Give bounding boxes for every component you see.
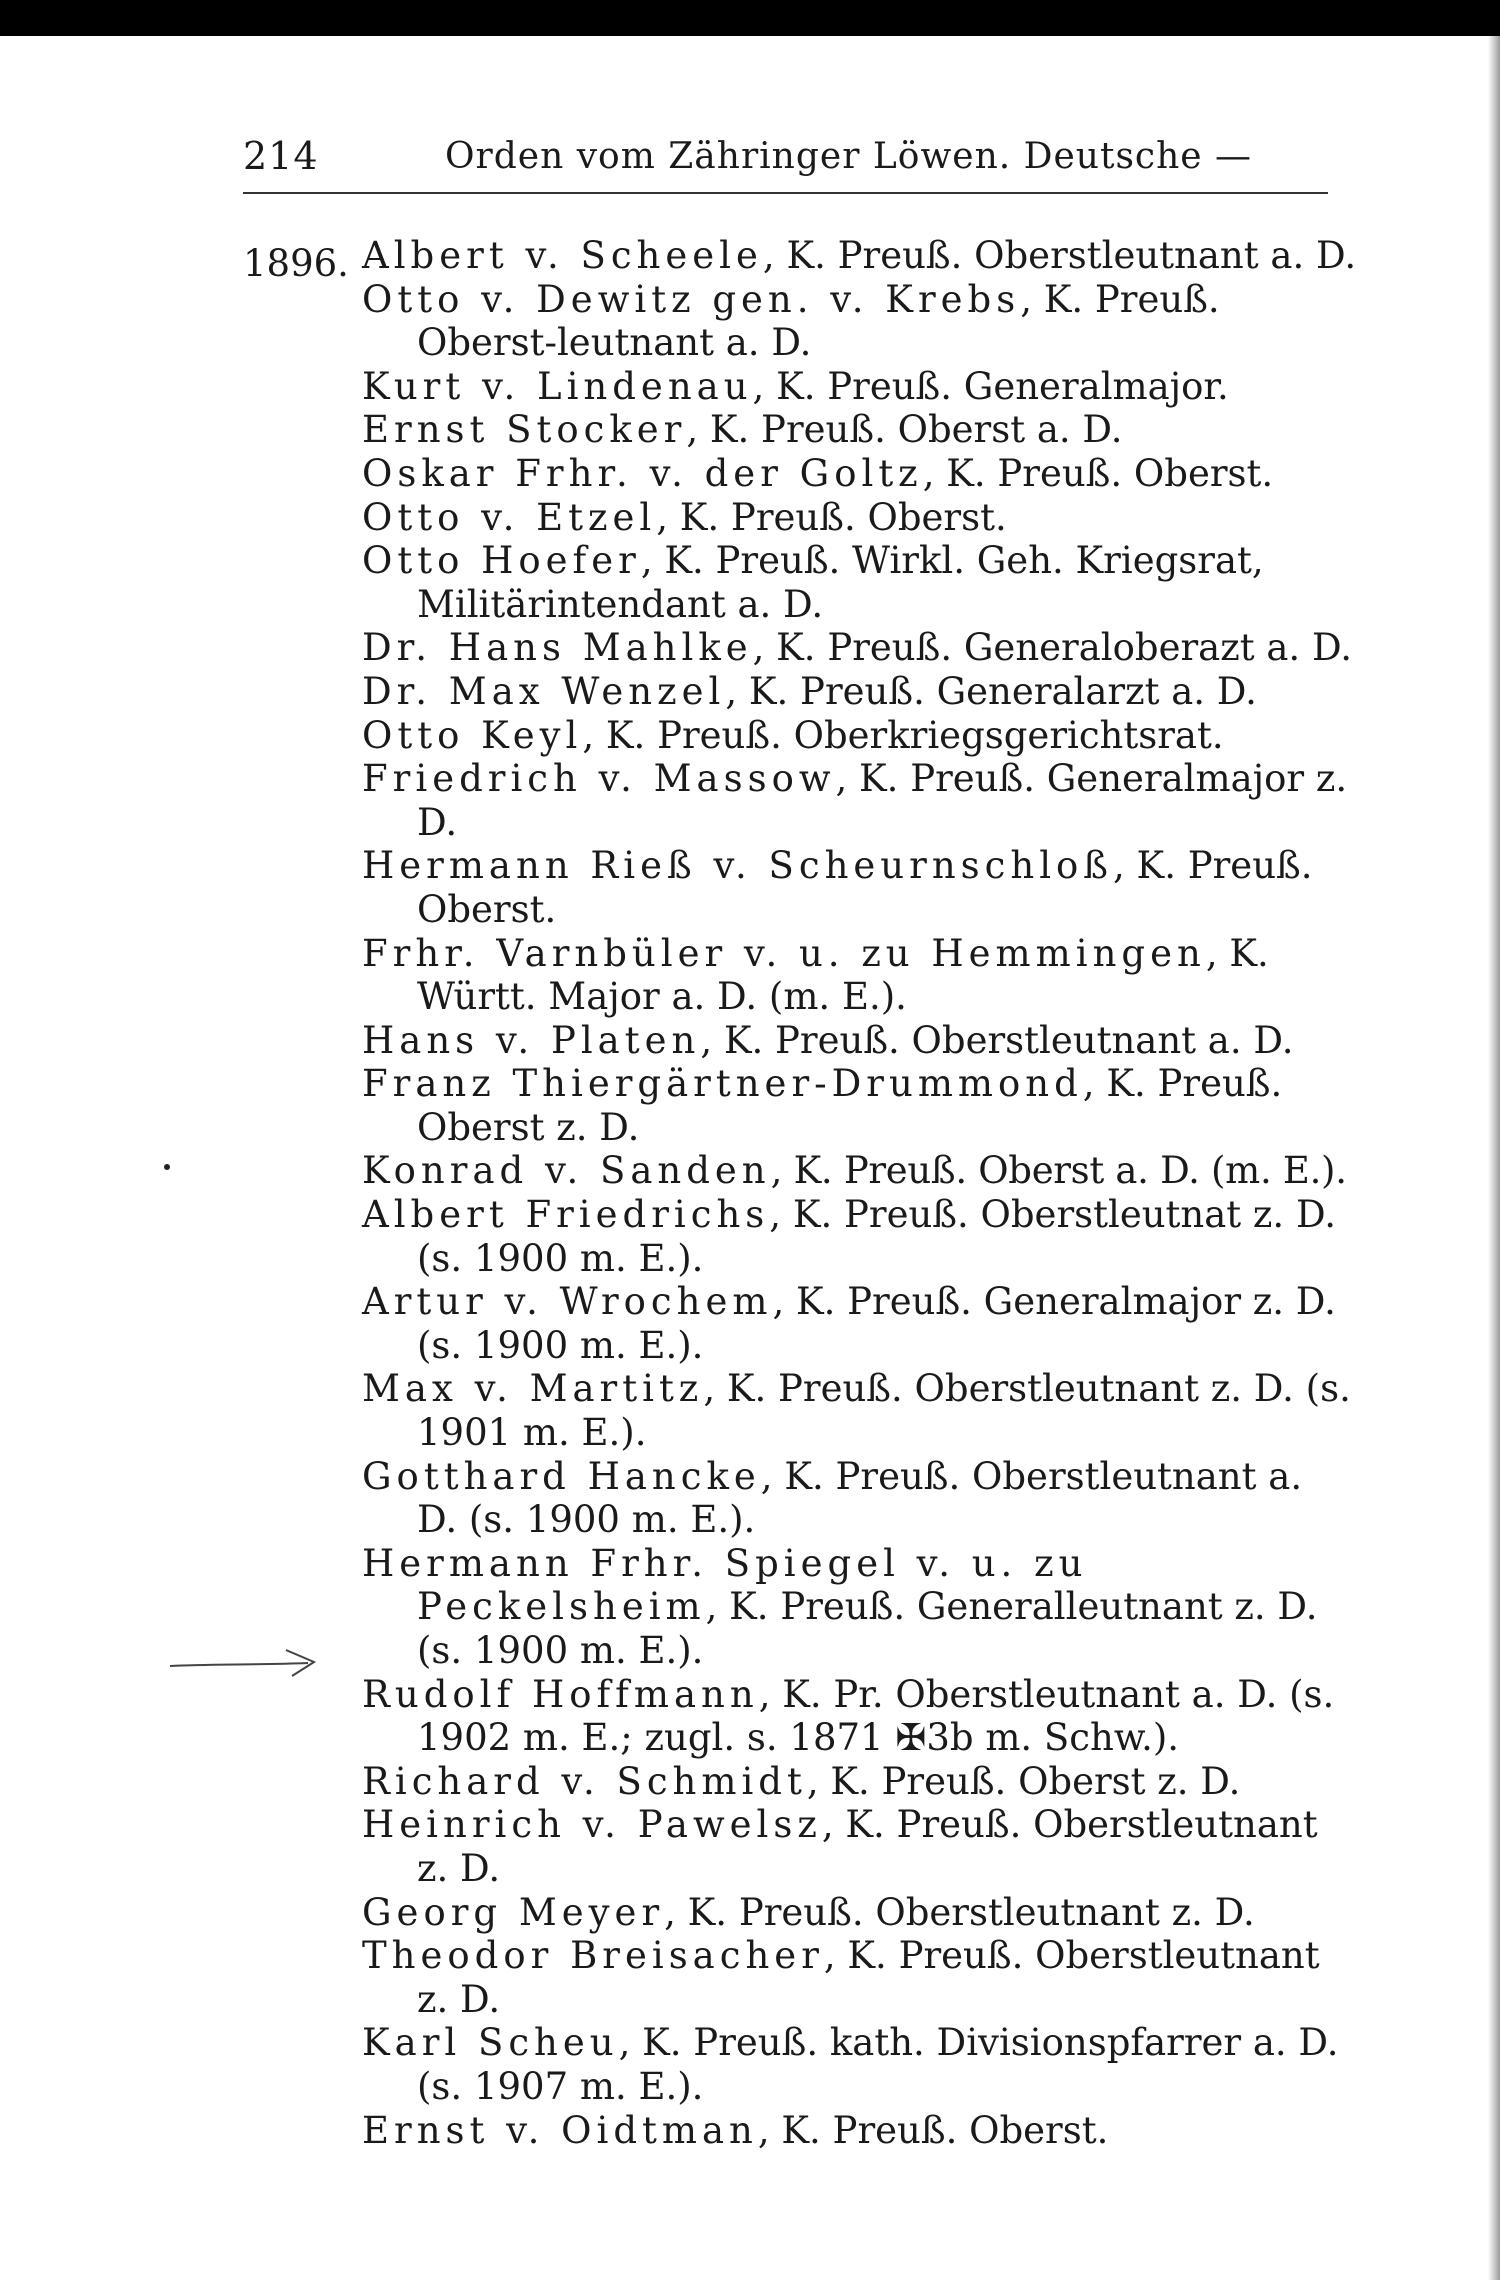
list-item: Georg Meyer, K. Preuß. Oberstleutnant z. D. <box>362 1890 1255 1934</box>
list-item: Richard v. Schmidt, K. Preuß. Oberst z. D. <box>362 1759 1241 1803</box>
list-item: Kurt v. Lindenau, K. Preuß. Generalmajor. <box>362 364 1229 408</box>
list-item: Otto Hoefer, K. Preuß. Wirkl. Geh. Kriegsrat, Militärintendant a. D. <box>362 539 1264 626</box>
list-item: Ernst v. Oidtman, K. Preuß. Oberst. <box>362 2108 1109 2152</box>
list-item: Hermann Rieß v. Scheurnschloß, K. Preuß. Oberst. <box>362 844 1313 931</box>
scan-right-edge <box>1488 36 1500 2280</box>
list-item: Albert v. Scheele, K. Preuß. Oberstleutnant a. D. <box>362 234 1357 277</box>
list-item: Otto v. Dewitz gen. v. Krebs, K. Preuß. Oberst-leutnant a. D. <box>362 277 1220 365</box>
running-head: Orden vom Zähringer Löwen. Deutsche — <box>445 136 1253 177</box>
list-item: Friedrich v. Massow, K. Preuß. Generalmajor z. D. <box>362 757 1348 844</box>
list-item: Otto v. Etzel, K. Preuß. Oberst. <box>362 495 1007 539</box>
list-item: Albert Friedrichs, K. Preuß. Oberstleutnat z. D. (s. 1900 m. E.). <box>362 1193 1337 1280</box>
list-item: Gotthard Hancke, K. Preuß. Oberstleutnant a. D. (s. 1900 m. E.). <box>362 1454 1303 1542</box>
list-item: Franz Thiergärtner-Drummond, K. Preuß. Oberst z. D. <box>362 1062 1283 1149</box>
list-item: Dr. Max Wenzel, K. Preuß. Generalarzt a. D. <box>362 669 1257 713</box>
entry-list <box>362 234 1357 2152</box>
list-item: Konrad v. Sanden, K. Preuß. Oberst a. D. (m. E.). <box>362 1149 1347 1193</box>
list-item: Artur v. Wrochem, K. Preuß. Generalmajor z. D. (s. 1900 m. E.). <box>362 1280 1336 1367</box>
list-item: Heinrich v. Pawelsz, K. Preuß. Oberstleutnant z. D. <box>362 1803 1318 1890</box>
list-item: Hans v. Platen, K. Preuß. Oberstleutnant a. D. <box>362 1018 1294 1062</box>
list-item: Otto Keyl, K. Preuß. Oberkriegsgerichtsrat. <box>362 713 1224 757</box>
list-item: Oskar Frhr. v. der Goltz, K. Preuß. Oberst. <box>362 451 1274 495</box>
margin-dot-mark <box>164 1164 170 1170</box>
scan-top-border <box>0 0 1500 36</box>
list-item: Dr. Hans Mahlke, K. Preuß. Generaloberazt a. D. <box>362 626 1353 670</box>
year-label: 1896. <box>243 242 349 285</box>
list-item: Hermann Frhr. Spiegel v. u. zu Peckelsheim, K. Preuß. Generalleutnant z. D. (s. 1900 m. E.). <box>362 1541 1318 1672</box>
list-item: Karl Scheu, K. Preuß. kath. Divisionspfarrer a. D. (s. 1907 m. E.). <box>362 2021 1339 2108</box>
margin-arrow-icon <box>168 1644 318 1680</box>
list-item: Theodor Breisacher, K. Preuß. Oberstleutnant z. D. <box>362 1934 1320 2021</box>
list-item: Ernst Stocker, K. Preuß. Oberst a. D. <box>362 408 1123 452</box>
page-number: 214 <box>243 134 319 178</box>
header-rule <box>243 192 1328 194</box>
list-item: Rudolf Hoffmann, K. Pr. Oberstleutnant a. D. (s. 1902 m. E.; zugl. s. 1871 ✠3b m. Schw.). <box>362 1672 1335 1760</box>
list-item: Frhr. Varnbüler v. u. zu Hemmingen, K. Württ. Major a. D. (m. E.). <box>362 931 1269 1019</box>
list-item: Max v. Martitz, K. Preuß. Oberstleutnant z. D. (s. 1901 m. E.). <box>362 1367 1351 1455</box>
